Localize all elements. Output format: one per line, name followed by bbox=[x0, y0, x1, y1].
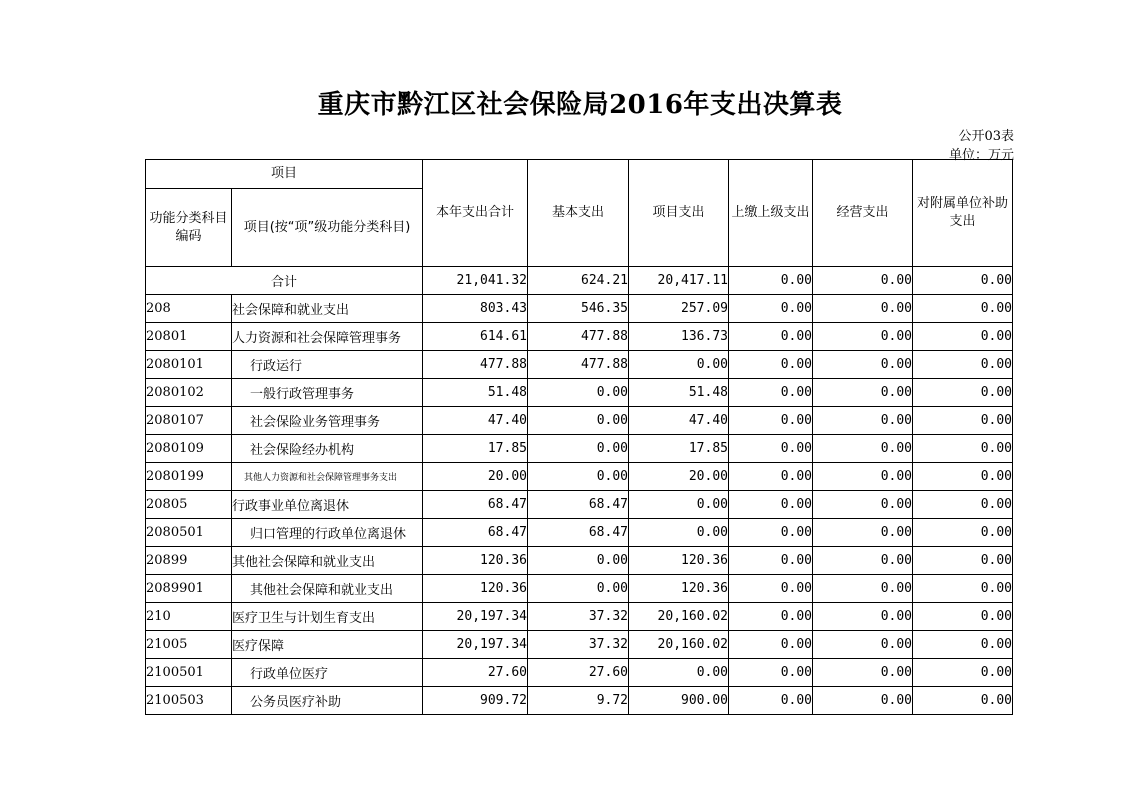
table-row bbox=[146, 603, 1013, 631]
business-cell: 0.00 bbox=[813, 295, 913, 323]
table-row bbox=[146, 379, 1013, 407]
code-cell: 2080199 bbox=[146, 463, 232, 491]
table-row bbox=[146, 351, 1013, 379]
subsidy-cell: 0.00 bbox=[913, 659, 1013, 687]
upper-cell: 0.00 bbox=[729, 379, 813, 407]
name-cell: 社会保障和就业支出 bbox=[232, 295, 423, 323]
header-project: 项目 bbox=[146, 160, 423, 189]
business-cell: 0.00 bbox=[813, 631, 913, 659]
business-cell: 0.00 bbox=[813, 603, 913, 631]
table-row bbox=[146, 463, 1013, 491]
basic-cell: 0.00 bbox=[528, 435, 629, 463]
subsidy-cell: 0.00 bbox=[913, 687, 1013, 715]
item-cell: 257.09 bbox=[629, 295, 729, 323]
subsidy-cell: 0.00 bbox=[913, 547, 1013, 575]
header-code: 功能分类科目编码 bbox=[146, 189, 232, 267]
business-cell: 0.00 bbox=[813, 435, 913, 463]
code-cell: 210 bbox=[146, 603, 232, 631]
expenditure-table bbox=[145, 159, 1013, 715]
code-cell: 2100503 bbox=[146, 687, 232, 715]
item-cell: 20,160.02 bbox=[629, 631, 729, 659]
subsidy-cell: 0.00 bbox=[913, 463, 1013, 491]
header-upper: 上缴上级支出 bbox=[729, 160, 813, 267]
total-cell: 120.36 bbox=[423, 575, 528, 603]
business-cell: 0.00 bbox=[813, 463, 913, 491]
subsidy-cell: 0.00 bbox=[913, 379, 1013, 407]
total-row bbox=[146, 267, 1013, 295]
code-cell: 2100501 bbox=[146, 659, 232, 687]
basic-cell: 0.00 bbox=[528, 379, 629, 407]
upper-cell: 0.00 bbox=[729, 267, 813, 295]
header-item: 项目支出 bbox=[629, 160, 729, 267]
upper-cell: 0.00 bbox=[729, 323, 813, 351]
code-cell: 2080501 bbox=[146, 519, 232, 547]
business-cell: 0.00 bbox=[813, 687, 913, 715]
table-row bbox=[146, 295, 1013, 323]
business-cell: 0.00 bbox=[813, 659, 913, 687]
total-cell: 51.48 bbox=[423, 379, 528, 407]
business-cell: 0.00 bbox=[813, 323, 913, 351]
header-basic: 基本支出 bbox=[528, 160, 629, 267]
business-cell: 0.00 bbox=[813, 407, 913, 435]
table-header bbox=[146, 160, 1013, 267]
total-label: 合计 bbox=[146, 267, 423, 295]
total-cell: 68.47 bbox=[423, 519, 528, 547]
header-subsidy: 对附属单位补助支出 bbox=[913, 160, 1013, 267]
header-business: 经营支出 bbox=[813, 160, 913, 267]
business-cell: 0.00 bbox=[813, 575, 913, 603]
upper-cell: 0.00 bbox=[729, 435, 813, 463]
item-cell: 20.00 bbox=[629, 463, 729, 491]
code-cell: 208 bbox=[146, 295, 232, 323]
table-body bbox=[146, 267, 1013, 715]
item-cell: 47.40 bbox=[629, 407, 729, 435]
subsidy-cell: 0.00 bbox=[913, 267, 1013, 295]
subsidy-cell: 0.00 bbox=[913, 435, 1013, 463]
subsidy-cell: 0.00 bbox=[913, 407, 1013, 435]
basic-cell: 0.00 bbox=[528, 547, 629, 575]
table-row bbox=[146, 631, 1013, 659]
subsidy-cell: 0.00 bbox=[913, 351, 1013, 379]
item-cell: 20,160.02 bbox=[629, 603, 729, 631]
table-row bbox=[146, 407, 1013, 435]
code-cell: 20805 bbox=[146, 491, 232, 519]
subsidy-cell: 0.00 bbox=[913, 519, 1013, 547]
total-cell: 477.88 bbox=[423, 351, 528, 379]
item-cell: 0.00 bbox=[629, 351, 729, 379]
basic-cell: 9.72 bbox=[528, 687, 629, 715]
item-cell: 0.00 bbox=[629, 491, 729, 519]
table-row bbox=[146, 519, 1013, 547]
total-cell: 20,197.34 bbox=[423, 631, 528, 659]
item-cell: 20,417.11 bbox=[629, 267, 729, 295]
name-cell: 行政单位医疗 bbox=[232, 659, 423, 687]
basic-cell: 68.47 bbox=[528, 491, 629, 519]
upper-cell: 0.00 bbox=[729, 463, 813, 491]
form-number: 公开03表 bbox=[958, 129, 1014, 144]
business-cell: 0.00 bbox=[813, 519, 913, 547]
name-cell: 医疗保障 bbox=[232, 631, 423, 659]
basic-cell: 0.00 bbox=[528, 463, 629, 491]
business-cell: 0.00 bbox=[813, 491, 913, 519]
item-cell: 120.36 bbox=[629, 547, 729, 575]
table-row bbox=[146, 687, 1013, 715]
total-cell: 20.00 bbox=[423, 463, 528, 491]
item-cell: 120.36 bbox=[629, 575, 729, 603]
subsidy-cell: 0.00 bbox=[913, 631, 1013, 659]
header-name: 项目(按“项”级功能分类科目) bbox=[232, 189, 423, 267]
name-cell: 其他人力资源和社会保障管理事务支出 bbox=[232, 463, 423, 491]
upper-cell: 0.00 bbox=[729, 519, 813, 547]
total-cell: 20,197.34 bbox=[423, 603, 528, 631]
total-cell: 21,041.32 bbox=[423, 267, 528, 295]
upper-cell: 0.00 bbox=[729, 631, 813, 659]
upper-cell: 0.00 bbox=[729, 547, 813, 575]
code-cell: 2080102 bbox=[146, 379, 232, 407]
upper-cell: 0.00 bbox=[729, 351, 813, 379]
total-cell: 47.40 bbox=[423, 407, 528, 435]
name-cell: 人力资源和社会保障管理事务 bbox=[232, 323, 423, 351]
code-cell: 2089901 bbox=[146, 575, 232, 603]
code-cell: 20899 bbox=[146, 547, 232, 575]
item-cell: 0.00 bbox=[629, 519, 729, 547]
upper-cell: 0.00 bbox=[729, 295, 813, 323]
basic-cell: 624.21 bbox=[528, 267, 629, 295]
item-cell: 136.73 bbox=[629, 323, 729, 351]
total-cell: 17.85 bbox=[423, 435, 528, 463]
code-cell: 2080107 bbox=[146, 407, 232, 435]
unit-label: 单位：万元 bbox=[948, 148, 1014, 163]
business-cell: 0.00 bbox=[813, 547, 913, 575]
basic-cell: 477.88 bbox=[528, 323, 629, 351]
basic-cell: 0.00 bbox=[528, 407, 629, 435]
business-cell: 0.00 bbox=[813, 267, 913, 295]
upper-cell: 0.00 bbox=[729, 687, 813, 715]
name-cell: 其他社会保障和就业支出 bbox=[232, 547, 423, 575]
code-cell: 2080101 bbox=[146, 351, 232, 379]
subsidy-cell: 0.00 bbox=[913, 491, 1013, 519]
code-cell: 2080109 bbox=[146, 435, 232, 463]
upper-cell: 0.00 bbox=[729, 603, 813, 631]
table-row bbox=[146, 659, 1013, 687]
total-cell: 120.36 bbox=[423, 547, 528, 575]
total-cell: 68.47 bbox=[423, 491, 528, 519]
page-title: 重庆市黔江区社会保险局2016年支出决算表 bbox=[317, 90, 843, 120]
upper-cell: 0.00 bbox=[729, 407, 813, 435]
name-cell: 其他社会保障和就业支出 bbox=[232, 575, 423, 603]
total-cell: 27.60 bbox=[423, 659, 528, 687]
table-row bbox=[146, 323, 1013, 351]
upper-cell: 0.00 bbox=[729, 659, 813, 687]
code-cell: 20801 bbox=[146, 323, 232, 351]
total-cell: 909.72 bbox=[423, 687, 528, 715]
total-cell: 614.61 bbox=[423, 323, 528, 351]
name-cell: 一般行政管理事务 bbox=[232, 379, 423, 407]
subsidy-cell: 0.00 bbox=[913, 603, 1013, 631]
upper-cell: 0.00 bbox=[729, 491, 813, 519]
name-cell: 社会保险业务管理事务 bbox=[232, 407, 423, 435]
basic-cell: 0.00 bbox=[528, 575, 629, 603]
item-cell: 0.00 bbox=[629, 659, 729, 687]
subsidy-cell: 0.00 bbox=[913, 575, 1013, 603]
table-row bbox=[146, 575, 1013, 603]
basic-cell: 546.35 bbox=[528, 295, 629, 323]
basic-cell: 37.32 bbox=[528, 631, 629, 659]
name-cell: 公务员医疗补助 bbox=[232, 687, 423, 715]
table-row bbox=[146, 435, 1013, 463]
basic-cell: 27.60 bbox=[528, 659, 629, 687]
business-cell: 0.00 bbox=[813, 379, 913, 407]
table-row bbox=[146, 547, 1013, 575]
item-cell: 17.85 bbox=[629, 435, 729, 463]
item-cell: 51.48 bbox=[629, 379, 729, 407]
name-cell: 行政运行 bbox=[232, 351, 423, 379]
name-cell: 归口管理的行政单位离退休 bbox=[232, 519, 423, 547]
name-cell: 社会保险经办机构 bbox=[232, 435, 423, 463]
name-cell: 医疗卫生与计划生育支出 bbox=[232, 603, 423, 631]
subsidy-cell: 0.00 bbox=[913, 295, 1013, 323]
code-cell: 21005 bbox=[146, 631, 232, 659]
header-total: 本年支出合计 bbox=[423, 160, 528, 267]
name-cell: 行政事业单位离退休 bbox=[232, 491, 423, 519]
basic-cell: 477.88 bbox=[528, 351, 629, 379]
business-cell: 0.00 bbox=[813, 351, 913, 379]
table-row bbox=[146, 491, 1013, 519]
basic-cell: 37.32 bbox=[528, 603, 629, 631]
basic-cell: 68.47 bbox=[528, 519, 629, 547]
total-cell: 803.43 bbox=[423, 295, 528, 323]
item-cell: 900.00 bbox=[629, 687, 729, 715]
upper-cell: 0.00 bbox=[729, 575, 813, 603]
subsidy-cell: 0.00 bbox=[913, 323, 1013, 351]
